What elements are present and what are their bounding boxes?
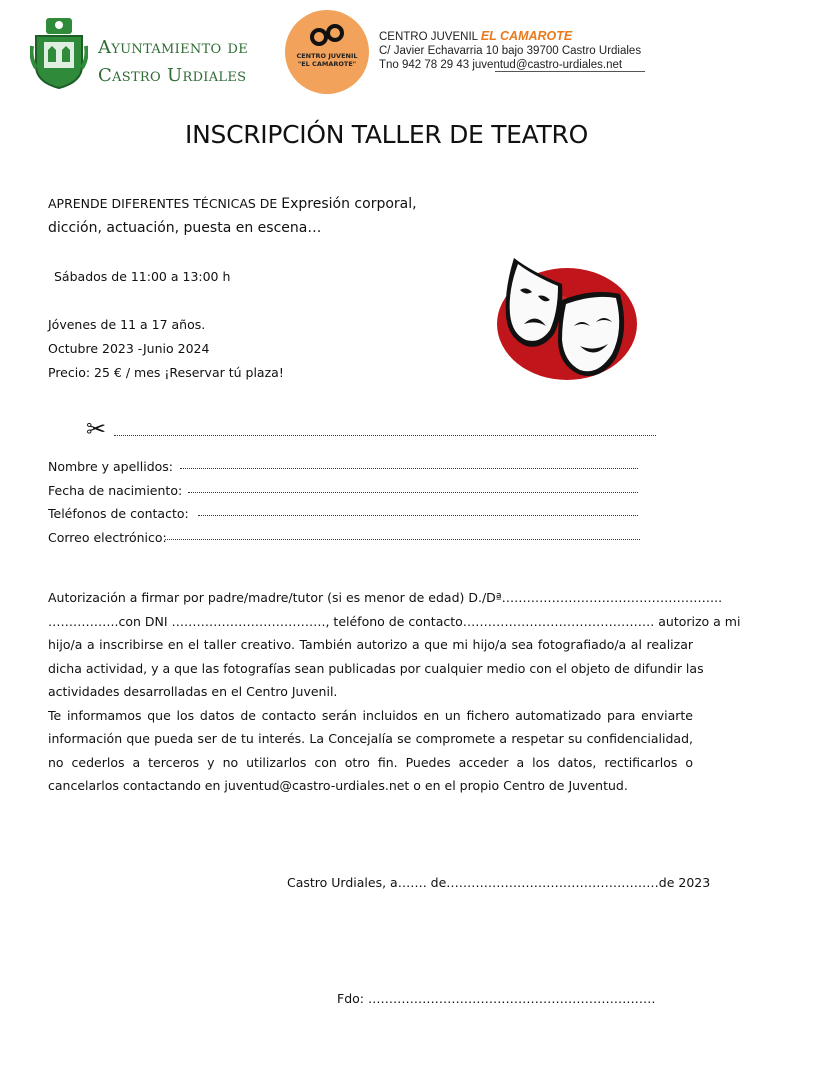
info-underline bbox=[495, 71, 645, 72]
schedule-text: Sábados de 11:00 a 13:00 h bbox=[54, 269, 231, 284]
centro-address: C/ Javier Echavarria 10 bajo 39700 Castro Urdiales bbox=[379, 45, 642, 57]
ayuntamiento-name bbox=[98, 34, 248, 90]
price-text: Precio: 25 € / mes ¡Reservar tú plaza! bbox=[48, 365, 284, 380]
theater-masks-image bbox=[492, 250, 642, 390]
authorization-text bbox=[48, 586, 741, 798]
ayuntamiento-line-1: Ayuntamiento de bbox=[98, 37, 249, 58]
centro-brand-name: EL CAMAROTE bbox=[480, 29, 573, 43]
authorization-row-4: dicha actividad, y a que las fotografías sean publicadas por cualquier medio con el objeto de difundir las bbox=[48, 660, 704, 676]
birth-label: Fecha de nacimiento: bbox=[48, 483, 183, 498]
phone-field[interactable] bbox=[198, 515, 638, 516]
camarote-logo-text-2: "EL CAMAROTE" bbox=[297, 60, 357, 68]
centro-phone-email: Tno 942 78 29 43 juventud@castro-urdiales.net bbox=[379, 59, 623, 71]
email-label: Correo electrónico: bbox=[48, 530, 167, 545]
birth-field[interactable] bbox=[188, 492, 638, 493]
privacy-row-1: Te informamos que los datos de contacto serán incluidos en un fichero automatizado para enviarte bbox=[48, 707, 693, 723]
privacy-row-4: cancelarlos contactando en juventud@castro-urdiales.net o en el propio Centro de Juventud. bbox=[48, 778, 628, 793]
signature-line[interactable]: Fdo: …………………………………………………………… bbox=[337, 991, 656, 1006]
cut-dotted-line bbox=[114, 435, 656, 436]
ayuntamiento-line-2: Castro Urdiales bbox=[98, 65, 247, 86]
authorization-row-2: ……………..con DNI ………………………………., teléfono de contacto………………………………………. autorizo a mi bbox=[48, 613, 741, 629]
coat-of-arms-logo bbox=[30, 16, 88, 90]
page-title: INSCRIPCIÓN TALLER DE TEATRO bbox=[185, 120, 588, 149]
intro-line-2: dicción, actuación, puesta en escena… bbox=[48, 220, 322, 236]
intro-line-1-prefix: APRENDE DIFERENTES TÉCNICAS DE bbox=[48, 196, 282, 211]
date-line: Castro Urdiales, a……. de……………………………………………de 2023 bbox=[287, 875, 711, 890]
camarote-logo-mark bbox=[309, 24, 345, 46]
camarote-logo-text-1: CENTRO JUVENIL bbox=[296, 52, 358, 60]
centro-label: CENTRO JUVENIL bbox=[379, 31, 481, 43]
authorization-row-3: hijo/a a inscribirse en el taller creativo. También autorizo a que mi hijo/a sea fotografiado/a al realizar bbox=[48, 637, 693, 652]
period-text: Octubre 2023 -Junio 2024 bbox=[48, 341, 210, 356]
name-field[interactable] bbox=[180, 468, 638, 469]
camarote-logo bbox=[285, 10, 369, 94]
scissors-icon: ✂ bbox=[86, 415, 107, 443]
email-field[interactable] bbox=[165, 539, 640, 540]
name-label: Nombre y apellidos: bbox=[48, 459, 174, 474]
privacy-row-3: no cederlos a terceros y no utilizarlos con otro fin. Puedes acceder a los datos, rectificarlos o bbox=[48, 754, 693, 770]
phone-label: Teléfonos de contacto: bbox=[48, 506, 189, 521]
authorization-row-5: actividades desarrolladas en el Centro Juvenil. bbox=[48, 684, 338, 699]
centro-title bbox=[379, 29, 641, 44]
authorization-row-1: Autorización a firmar por padre/madre/tutor (si es menor de edad) D./Dª…………………………………………….. bbox=[48, 590, 723, 605]
intro-line-1-suffix: Expresión corporal, bbox=[281, 196, 417, 212]
ages-text: Jóvenes de 11 a 17 años. bbox=[48, 317, 206, 332]
centro-info bbox=[379, 29, 641, 72]
intro-line-1 bbox=[48, 196, 417, 212]
privacy-row-2: información que pueda ser de tu interés. La Concejalía se compromete a respetar su confidencialidad, bbox=[48, 731, 693, 746]
